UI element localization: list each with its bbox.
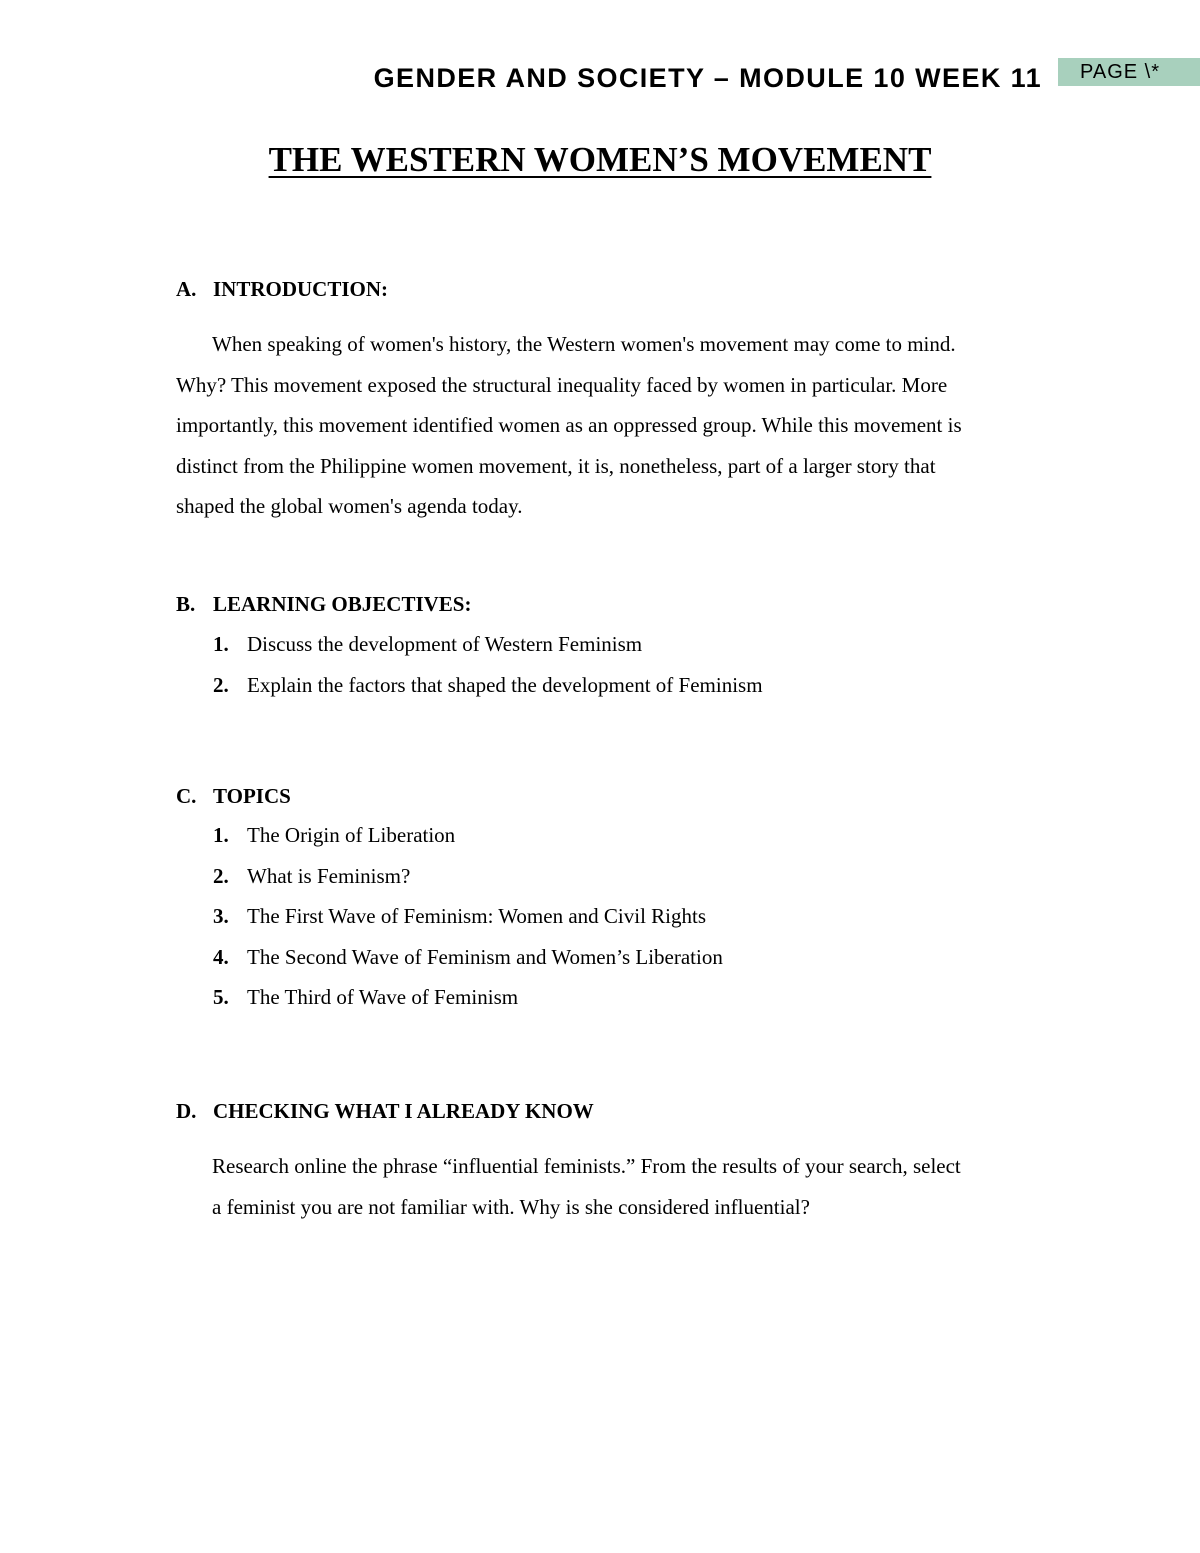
section-letter: C. [176,784,197,808]
header-title: GENDER AND SOCIETY – MODULE 10 WEEK 11 [373,63,1042,88]
section-title: INTRODUCTION: [213,277,389,301]
paragraph-line: When speaking of women's history, the Western women's movement may come to mind. [212,332,956,356]
topics-list [213,815,723,1018]
paragraph-line: importantly, this movement identified women as an oppressed group. While this movement is [176,413,962,437]
list-item [213,856,723,897]
item-text: The Origin of Liberation [247,823,456,847]
section-a-heading [176,277,388,302]
item-text: Explain the factors that shaped the development of Feminism [247,672,763,697]
item-text: The Third of Wave of Feminism [247,985,519,1009]
document-title: THE WESTERN WOMEN’S MOVEMENT [268,140,932,179]
section-letter: D. [176,1099,197,1123]
list-item [213,815,723,856]
page-number-badge: PAGE \* [1058,58,1200,86]
section-letter: A. [176,277,197,301]
learning-objectives-list [213,624,763,705]
section-title: TOPICS [213,784,291,808]
item-number: 5. [213,985,229,1009]
section-b-heading [176,592,471,617]
item-number: 2. [213,863,229,888]
item-number: 4. [213,944,229,969]
item-text: What is Feminism? [247,863,411,888]
item-number: 3. [213,904,229,928]
item-text: The Second Wave of Feminism and Women’s Liberation [247,944,723,969]
paragraph-line: shaped the global women's agenda today. [176,494,523,518]
section-d-heading [176,1099,594,1124]
introduction-paragraph [176,324,1076,527]
paragraph-line: a feminist you are not familiar with. Why is she considered influential? [212,1194,810,1219]
list-item [213,624,763,665]
section-title: CHECKING WHAT I ALREADY KNOW [213,1099,594,1123]
paragraph-line: distinct from the Philippine women movement, it is, nonetheless, part of a larger story that [176,453,936,478]
item-text: Discuss the development of Western Feminism [247,632,643,656]
section-letter: B. [176,592,196,616]
paragraph-line: Why? This movement exposed the structural inequality faced by women in particular. More [176,372,948,397]
paragraph-line: Research online the phrase “influential feminists.” From the results of your search, select [212,1154,961,1178]
list-item [213,896,723,937]
item-text: The First Wave of Feminism: Women and Civil Rights [247,904,706,928]
item-number: 1. [213,823,229,847]
section-c-heading [176,784,291,809]
item-number: 2. [213,672,229,697]
checking-paragraph [212,1146,1112,1227]
item-number: 1. [213,632,229,656]
section-title: LEARNING OBJECTIVES: [213,592,472,616]
list-item [213,665,763,706]
page-header [0,58,1200,98]
list-item [213,977,723,1018]
list-item [213,937,723,978]
